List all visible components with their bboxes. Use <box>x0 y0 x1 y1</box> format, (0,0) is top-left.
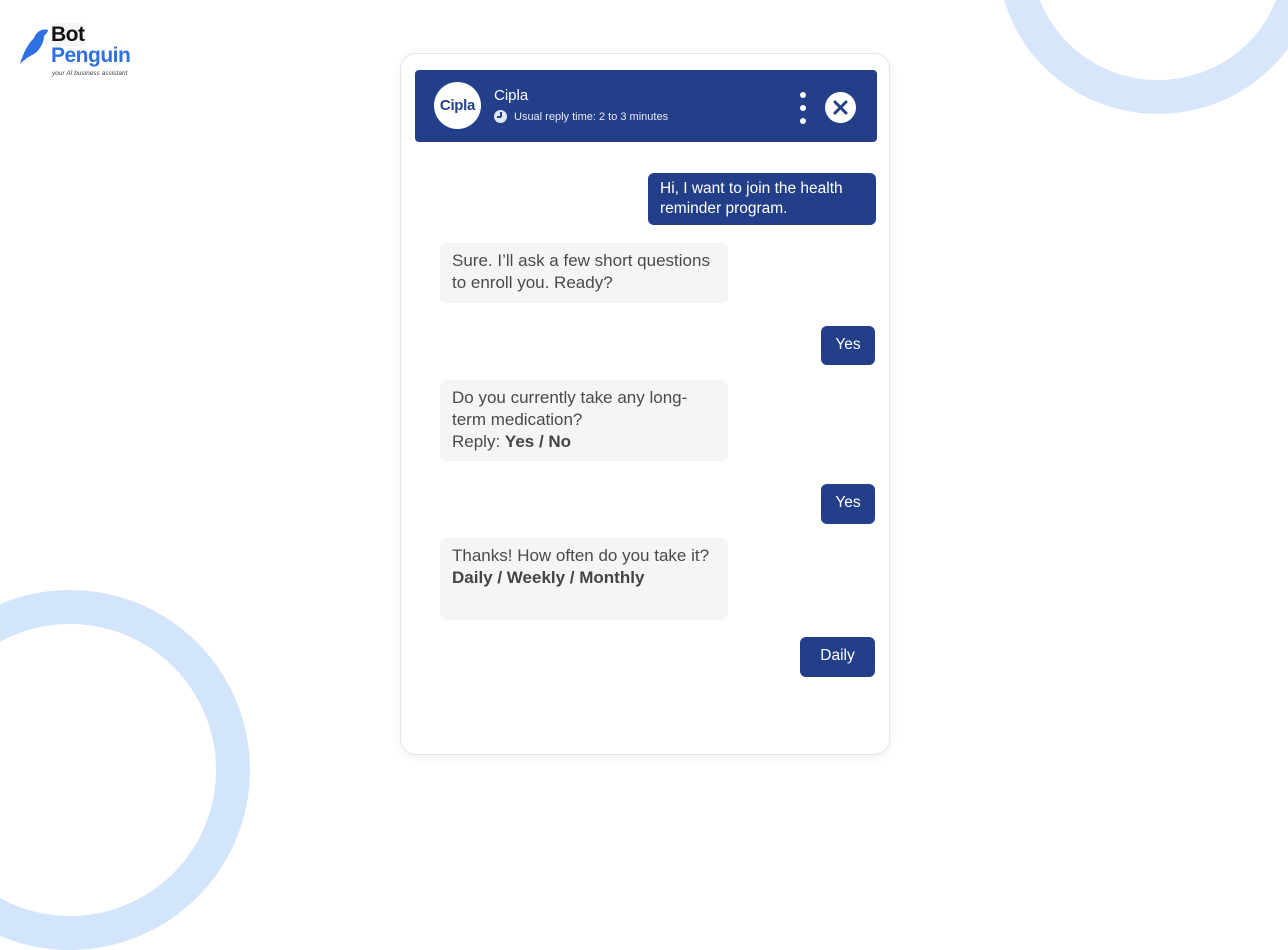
chat-widget <box>400 53 890 755</box>
user-message: Yes <box>821 326 875 365</box>
reply-label: Reply: <box>452 432 505 451</box>
bot-message-text: Thanks! How often do you take it? <box>452 546 710 565</box>
user-message: Hi, I want to join the health reminder program. <box>648 173 876 225</box>
logo-text-bot: Bot <box>51 23 85 46</box>
bot-message-text: Do you currently take any long-term medication? <box>452 388 688 429</box>
logo-tagline: your AI business assistant <box>52 70 128 77</box>
reply-time-info <box>494 110 668 123</box>
reply-time-text: Usual reply time: 2 to 3 minutes <box>514 110 669 123</box>
bot-name: Cipla <box>494 87 529 104</box>
bot-avatar: Cipla <box>434 82 481 129</box>
close-icon[interactable] <box>825 92 856 123</box>
user-message: Yes <box>821 484 875 524</box>
decorative-ring-top-right <box>998 0 1288 114</box>
bot-message <box>440 538 728 620</box>
reply-options: Daily / Weekly / Monthly <box>452 568 645 587</box>
botpenguin-logo <box>18 24 148 84</box>
kebab-menu-icon[interactable] <box>797 92 809 124</box>
bot-message <box>440 380 728 461</box>
penguin-icon <box>18 28 50 68</box>
reply-options: Yes / No <box>504 432 572 451</box>
user-message: Daily <box>800 637 875 677</box>
chat-header <box>415 70 877 142</box>
bot-message: Sure. I’ll ask a few short questions to enroll you. Ready? <box>440 243 728 303</box>
clock-icon <box>494 110 507 123</box>
decorative-ring-bottom-left <box>0 590 250 950</box>
logo-text-penguin: Penguin <box>51 44 131 67</box>
